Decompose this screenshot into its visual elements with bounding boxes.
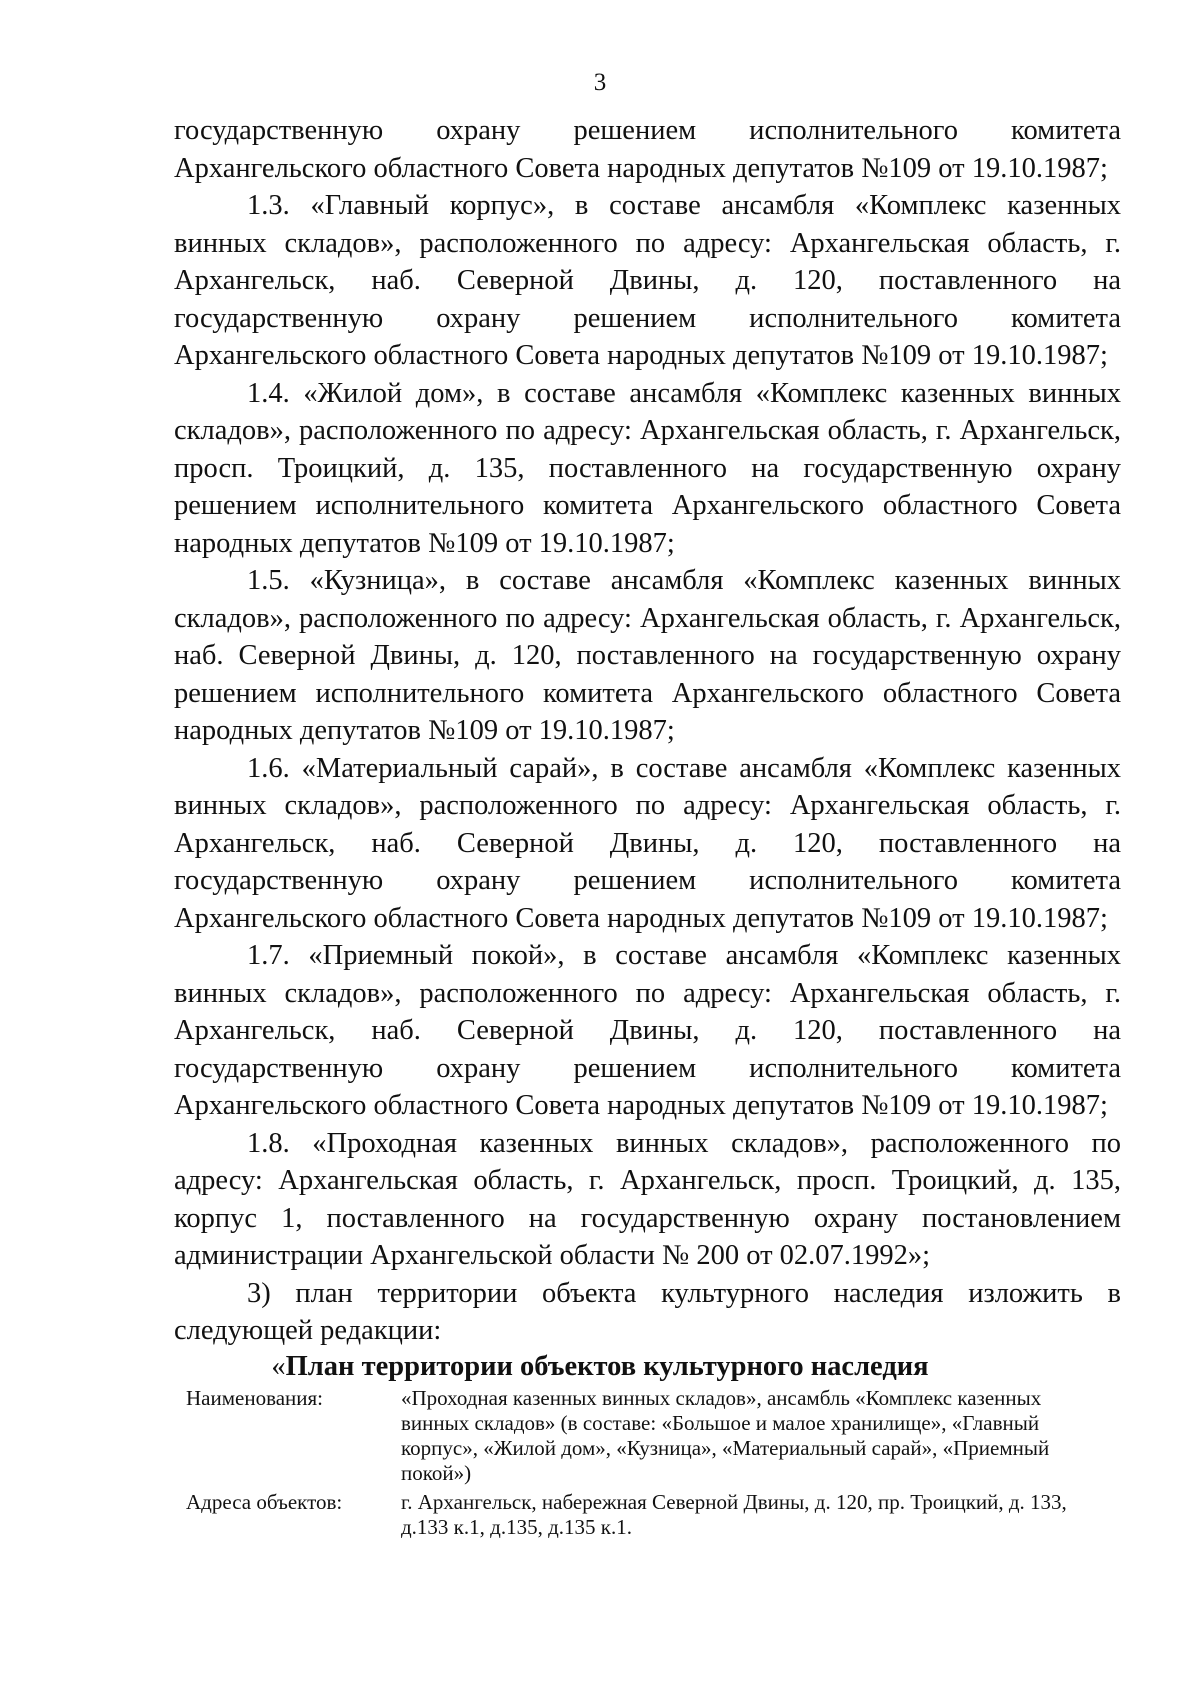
plan-row-names <box>186 1386 1106 1486</box>
plan-title-text: План территории объектов культурного наследия <box>285 1351 929 1382</box>
plan-title <box>0 1350 1200 1384</box>
plan-row-label: Наименования: <box>186 1386 324 1410</box>
plan-row-value: г. Архангельск, набережная Северной Двины, д. 120, пр. Троицкий, д. 133, д.133 к.1, д.135, д.135 к.1. <box>401 1490 1067 1539</box>
paragraph-item-1-8: 1.8. «Проходная казенных винных складов», расположенного по адресу: Архангельская область, г. Архангельск, просп. Троицкий, д. 135, корпус 1, поставленного на государственную охрану постановлением администрации Архангельской области № 200 от 02.07.1992»; <box>174 1127 1121 1271</box>
plan-title-open-quote: « <box>271 1351 286 1382</box>
page-number: 3 <box>593 69 607 96</box>
paragraph-item-1-4: 1.4. «Жилой дом», в составе ансамбля «Комплекс казенных винных складов», расположенного по адресу: Архангельская область, г. Архангельск, просп. Троицкий, д. 135, поставленного на государственную охрану решением исполнительного комитета Архангельского областного Совета народных депутатов №109 от 19.10.1987; <box>174 377 1121 559</box>
plan-row-value: «Проходная казенных винных складов», ансамбль «Комплекс казенных винных складов» (в составе: «Большое и малое хранилище», «Главный корпус», «Жилой дом», «Кузница», «Материальный сарай», «Приемный покой») <box>401 1386 1050 1485</box>
paragraph-item-1-5: 1.5. «Кузница», в составе ансамбля «Комплекс казенных винных складов», расположенного по адресу: Архангельская область, г. Архангельск, наб. Северной Двины, д. 120, поставленного на государственную охрану решением исполнительного комитета Архангельского областного Совета народных депутатов №109 от 19.10.1987; <box>174 565 1121 746</box>
plan-info-table <box>186 1386 1106 1544</box>
paragraph-item-1-7: 1.7. «Приемный покой», в составе ансамбля «Комплекс казенных винных складов», расположенного по адресу: Архангельская область, г. Архангельск, наб. Северной Двины, д. 120, поставленного на государственную охрану решением исполнительного комитета Архангельского областного Совета народных депутатов №109 от 19.10.1987; <box>174 940 1121 1121</box>
plan-row-addresses <box>186 1490 1106 1540</box>
paragraph-item-3: 3) план территории объекта культурного наследия изложить в следующей редакции: <box>174 1277 1121 1346</box>
plan-row-label: Адреса объектов: <box>186 1490 343 1514</box>
document-body <box>174 112 1121 1350</box>
paragraph-item-1-3: 1.3. «Главный корпус», в составе ансамбля «Комплекс казенных винных складов», расположенного по адресу: Архангельская область, г. Архангельск, наб. Северной Двины, д. 120, поставленного на государственную охрану решением исполнительного комитета Архангельского областного Совета народных депутатов №109 от 19.10.1987; <box>174 190 1121 371</box>
paragraph-item-1-6: 1.6. «Материальный сарай», в составе ансамбля «Комплекс казенных винных складов», расположенного по адресу: Архангельская область, г. Архангельск, наб. Северной Двины, д. 120, поставленного на государственную охрану решением исполнительного комитета Архангельского областного Совета народных депутатов №109 от 19.10.1987; <box>174 752 1121 934</box>
paragraph-continuation: государственную охрану решением исполнительного комитета Архангельского областного Совета народных депутатов №109 от 19.10.1987; <box>174 115 1121 184</box>
